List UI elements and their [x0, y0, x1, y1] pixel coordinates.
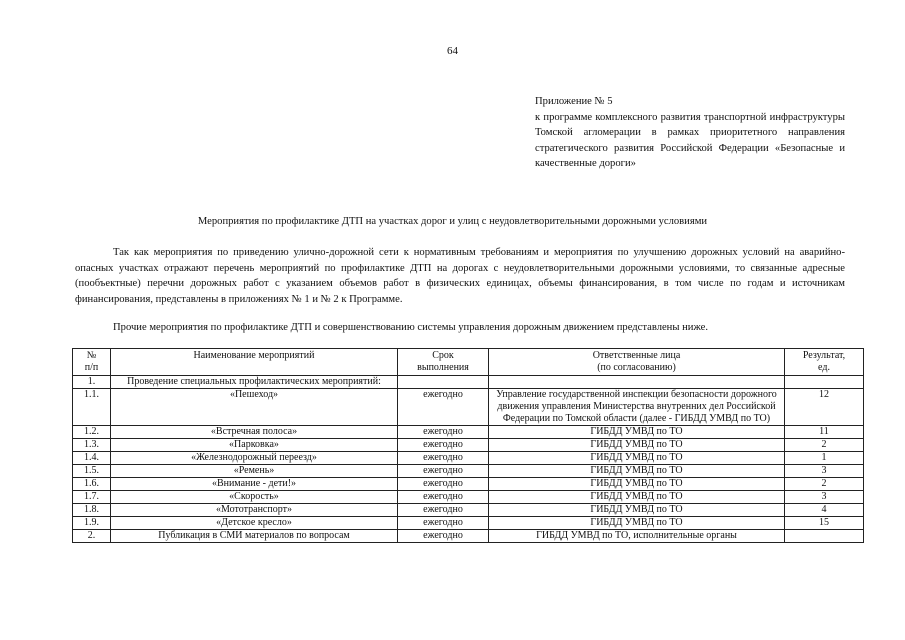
- cell-result: 3: [785, 491, 864, 504]
- cell-num: 1.6.: [73, 478, 111, 491]
- table-row: [73, 491, 864, 504]
- cell-name: «Железнодорожный переезд»: [111, 452, 398, 465]
- cell-name: «Парковка»: [111, 439, 398, 452]
- cell-term: ежегодно: [398, 504, 489, 517]
- cell-result: 4: [785, 504, 864, 517]
- table-row: [73, 389, 864, 426]
- cell-num: 1.8.: [73, 504, 111, 517]
- cell-responsible: Управление государственной инспекции безопасности дорожного движения управления Министерства внутренних дел Российской Федерации по Томской области (далее - ГИБДД УМВД по ТО): [489, 389, 785, 426]
- cell-responsible: ГИБДД УМВД по ТО: [489, 465, 785, 478]
- cell-num: 1.7.: [73, 491, 111, 504]
- header-num: № п/п: [73, 349, 111, 376]
- cell-result: 12: [785, 389, 864, 426]
- cell-name: Проведение специальных профилактических мероприятий:: [111, 376, 398, 389]
- cell-name: «Скорость»: [111, 491, 398, 504]
- table-row: [73, 517, 864, 530]
- cell-responsible: ГИБДД УМВД по ТО: [489, 452, 785, 465]
- table-row: [73, 439, 864, 452]
- appendix-text: к программе комплексного развития транспортной инфраструктуры Томской агломерации в рамках приоритетного направления стратегического развития Российской Федерации «Безопасные и качественные дороги»: [535, 111, 845, 169]
- cell-responsible: ГИБДД УМВД по ТО: [489, 491, 785, 504]
- cell-name: «Детское кресло»: [111, 517, 398, 530]
- cell-responsible: [489, 376, 785, 389]
- paragraph-2-text: Прочие мероприятия по профилактике ДТП и совершенствованию системы управления дорожным движением представлены ниже.: [113, 322, 708, 333]
- header-term: Срок выполнения: [398, 349, 489, 376]
- header-responsible: Ответственные лица (по согласованию): [489, 349, 785, 376]
- table-row: [73, 478, 864, 491]
- table-row: [73, 530, 864, 543]
- cell-term: ежегодно: [398, 452, 489, 465]
- cell-term: ежегодно: [398, 517, 489, 530]
- cell-responsible: ГИБДД УМВД по ТО: [489, 426, 785, 439]
- cell-result: 1: [785, 452, 864, 465]
- cell-name: «Встречная полоса»: [111, 426, 398, 439]
- appendix-title: Приложение № 5: [535, 96, 613, 107]
- cell-result: 15: [785, 517, 864, 530]
- cell-num: 1.: [73, 376, 111, 389]
- cell-responsible: ГИБДД УМВД по ТО, исполнительные органы: [489, 530, 785, 543]
- page-number: 64: [447, 45, 458, 57]
- cell-term: ежегодно: [398, 426, 489, 439]
- cell-num: 1.5.: [73, 465, 111, 478]
- cell-responsible: ГИБДД УМВД по ТО: [489, 504, 785, 517]
- header-result: Результат, ед.: [785, 349, 864, 376]
- cell-num: 1.3.: [73, 439, 111, 452]
- cell-name: Публикация в СМИ материалов по вопросам: [111, 530, 398, 543]
- section-heading: Мероприятия по профилактике ДТП на участках дорог и улиц с неудовлетворительными дорожными условиями: [197, 216, 708, 227]
- cell-num: 1.2.: [73, 426, 111, 439]
- cell-term: ежегодно: [398, 389, 489, 426]
- cell-num: 1.4.: [73, 452, 111, 465]
- table-row: [73, 465, 864, 478]
- cell-result: 2: [785, 439, 864, 452]
- cell-responsible: ГИБДД УМВД по ТО: [489, 517, 785, 530]
- appendix-block: [535, 94, 845, 172]
- cell-responsible: ГИБДД УМВД по ТО: [489, 439, 785, 452]
- cell-name: «Пешеход»: [111, 389, 398, 426]
- cell-result: [785, 376, 864, 389]
- cell-term: ежегодно: [398, 465, 489, 478]
- cell-term: ежегодно: [398, 478, 489, 491]
- cell-name: «Мототранспорт»: [111, 504, 398, 517]
- measures-table: [72, 348, 864, 543]
- table-row: [73, 426, 864, 439]
- cell-result: 11: [785, 426, 864, 439]
- paragraph-1: [75, 245, 845, 307]
- cell-num: 2.: [73, 530, 111, 543]
- cell-result: 2: [785, 478, 864, 491]
- table-row: [73, 452, 864, 465]
- cell-name: «Внимание - дети!»: [111, 478, 398, 491]
- cell-num: 1.1.: [73, 389, 111, 426]
- cell-term: ежегодно: [398, 439, 489, 452]
- paragraph-1-text: Так как мероприятия по приведению улично-дорожной сети к нормативным требованиям и мероприятия по улучшению дорожных условий на аварийно-опасных участках отражают перечень мероприятий по профилактике ДТП на дорогах с неудовлетворительными дорожными условиями, то связанные адресные (пообъектные) перечни дорожных работ с указанием объемов работ в физических единицах, объемы финансирования, в том числе по годам и источникам финансирования, представлены в приложениях № 1 и № 2 к Программе.: [75, 247, 845, 305]
- table-header-row: [73, 349, 864, 376]
- cell-result: [785, 530, 864, 543]
- table-row: [73, 504, 864, 517]
- cell-term: ежегодно: [398, 530, 489, 543]
- cell-responsible: ГИБДД УМВД по ТО: [489, 478, 785, 491]
- cell-num: 1.9.: [73, 517, 111, 530]
- paragraph-2: [75, 320, 845, 336]
- table-row: [73, 376, 864, 389]
- header-name: Наименование мероприятий: [111, 349, 398, 376]
- cell-term: [398, 376, 489, 389]
- cell-name: «Ремень»: [111, 465, 398, 478]
- cell-term: ежегодно: [398, 491, 489, 504]
- cell-result: 3: [785, 465, 864, 478]
